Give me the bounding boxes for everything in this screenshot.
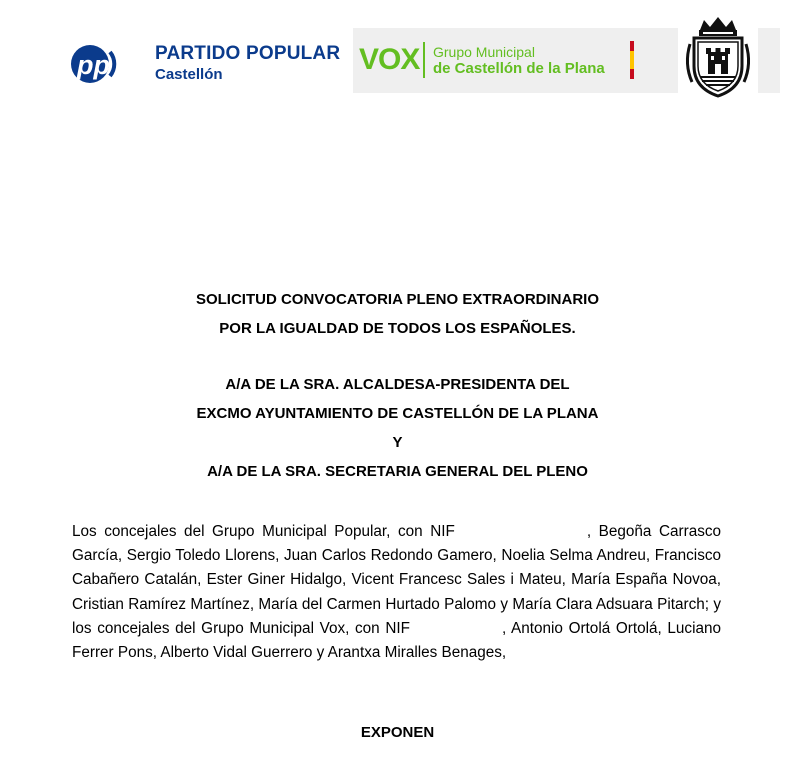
recipient-line-1: A/A DE LA SRA. ALCALDESA-PRESIDENTA DEL <box>225 376 570 393</box>
vox-wordmark: VOX <box>359 43 420 76</box>
body-part-3: , Antonio Ortolá Ortolá, Luciano Ferrer Pons, Alberto Vidal Guerrero y Arantxa Miralles Benages, <box>72 619 722 662</box>
title-line-1: SOLICITUD CONVOCATORIA PLENO EXTRAORDINARIO <box>195 291 600 308</box>
body-part-2: , Begoña Carrasco García, Sergio Toledo Llorens, Juan Carlos Redondo Gamero, Noelia Selma Andreu, Francisco Cabañero Catalán, Ester Giner Hidalgo, Vicent Francesc Sales i Mateu, María España Novoa, Cristian Ramírez Martínez, María del Carmen Hurtado Palomo y María Clara Adsuara Pitarch; y los concejales del Grupo Municipal Vox, con NIF <box>72 523 722 637</box>
document-header <box>0 0 808 110</box>
vox-group-line2: de Castellón de la Plana <box>433 60 605 77</box>
spain-flag-icon <box>630 41 634 79</box>
svg-text:pp: pp <box>77 50 110 80</box>
recipient-line-3: A/A DE LA SRA. SECRETARIA GENERAL DEL PLENO <box>207 463 588 480</box>
castellon-coat-of-arms-icon <box>678 14 758 100</box>
pp-logo-text <box>155 43 340 85</box>
recipient-line-2: EXCMO AYUNTAMIENTO DE CASTELLÓN DE LA PLANA <box>196 405 599 422</box>
vox-group-text <box>433 44 605 78</box>
partido-popular-logo <box>70 42 345 88</box>
section-heading-exponen: EXPONEN <box>360 724 435 741</box>
pp-city: Castellón <box>155 66 223 83</box>
pp-logo-icon <box>70 44 124 84</box>
vox-divider <box>423 42 425 78</box>
recipient-conjunction: Y <box>392 434 403 451</box>
body-paragraph <box>72 520 721 665</box>
vox-group-line1: Grupo Municipal <box>433 44 535 60</box>
body-part-1: Los concejales del Grupo Municipal Popular, con NIF <box>72 523 455 540</box>
pp-name: PARTIDO POPULAR <box>155 43 341 64</box>
title-line-2: POR LA IGUALDAD DE TODOS LOS ESPAÑOLES. <box>219 320 576 337</box>
